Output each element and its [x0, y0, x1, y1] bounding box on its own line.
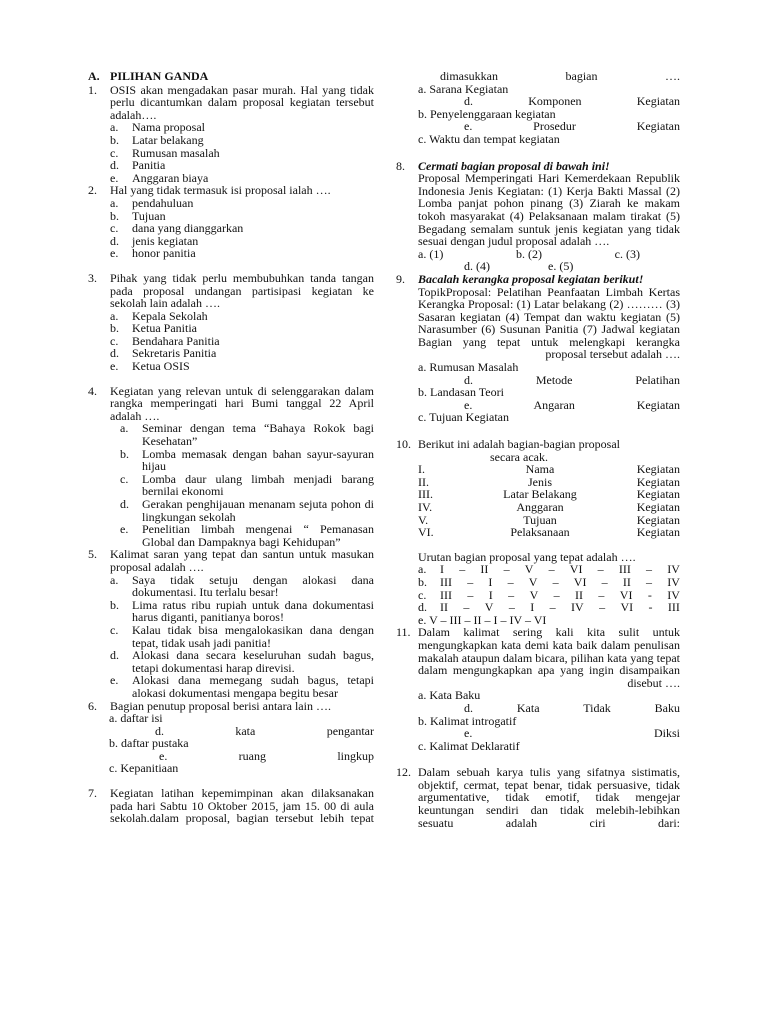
question-7-continued	[418, 70, 680, 146]
option-letter: c.	[110, 221, 119, 236]
sequence-token: –	[549, 600, 556, 615]
option-letter: d.	[418, 600, 427, 615]
option-b[interactable]	[88, 599, 374, 624]
option-text: Angaran	[533, 397, 575, 412]
option-sequence	[440, 563, 680, 576]
sequence-token: III	[618, 562, 631, 577]
option-letter: d.	[110, 233, 119, 248]
option-text: honor panitia	[132, 246, 196, 261]
item-number: VI.	[418, 525, 434, 540]
option-text: ruang	[238, 748, 266, 763]
option-letter: c.	[418, 587, 427, 602]
option-letter: b.	[110, 321, 119, 336]
option-a[interactable]: a. (1)	[418, 246, 444, 261]
option-text: Kegiatan	[636, 119, 680, 134]
sequence-token: IV	[667, 574, 680, 589]
sequence-token: –	[467, 574, 474, 589]
question-10	[396, 437, 680, 627]
question-text-part: dimasukkan	[440, 69, 498, 83]
sequence-token: V	[528, 574, 538, 589]
sequence-token: IV	[571, 600, 584, 615]
item-number: II.	[418, 474, 429, 489]
left-column	[88, 70, 374, 825]
question-9	[396, 271, 680, 425]
item-name: Nama	[525, 462, 555, 477]
option-c[interactable]	[418, 589, 680, 602]
option-b[interactable]	[88, 322, 374, 335]
option-text: Lima ratus ribu rupiah untuk dana dokumentasi harus diganti, panitianya boros!	[132, 597, 374, 625]
question-text: Berikut ini adalah bagian-bagian proposal secara acak.	[418, 437, 620, 464]
sequence-token: –	[552, 574, 559, 589]
sequence-token: V	[529, 587, 539, 602]
option-text: Saya tidak setuju dengan alokasi dana dokumentasi. Itu terlalu besar!	[132, 572, 374, 600]
sequence-token: I	[530, 600, 535, 615]
option-text: Prosedur	[533, 119, 576, 134]
option-sequence	[440, 576, 680, 589]
option-b[interactable]	[88, 134, 374, 147]
option-c[interactable]	[88, 624, 374, 649]
option-letter: d.	[110, 346, 119, 361]
sequence-token: –	[599, 600, 606, 615]
sequence-token: II	[575, 587, 584, 602]
option-a[interactable]	[88, 121, 374, 134]
option-text: Panitia	[132, 158, 166, 173]
sequence-token: III	[440, 574, 452, 589]
question-number: 4.	[88, 383, 97, 398]
question-6	[88, 700, 374, 776]
question-text: Urutan bagian proposal yang tepat adalah ….	[418, 549, 636, 564]
option-text: Rumusan masalah	[132, 145, 220, 160]
question-number: 3.	[88, 270, 97, 285]
option-letter: c.	[110, 145, 119, 160]
option-a[interactable]	[88, 574, 374, 599]
option-letter: b.	[110, 597, 119, 612]
option-letter: c.	[120, 471, 129, 486]
option-d[interactable]	[88, 649, 374, 674]
option-text: Kepala Sekolah	[132, 308, 208, 323]
question-number: 8.	[396, 158, 405, 173]
option-letter: d.	[464, 372, 473, 387]
option-d[interactable]	[418, 95, 680, 108]
option-text: Tujuan	[132, 208, 166, 223]
option-text: Penelitian limbah mengenai “ Pemanasan Global dan Dampaknya bagi Kehidupan”	[142, 522, 374, 549]
option-letter: d.	[155, 723, 164, 738]
item-name: Jenis	[528, 474, 552, 489]
sequence-token: VI	[620, 600, 634, 615]
option-text: Gerakan penghijauan menanam sejuta pohon di lingkungan sekolah	[142, 497, 374, 524]
question-2	[88, 184, 374, 260]
option-text: Ketua Panitia	[132, 321, 197, 336]
option-a[interactable]: a. daftar isi	[109, 711, 163, 726]
option-letter: d.	[120, 497, 129, 511]
option-letter: b.	[120, 446, 129, 461]
option-letter: a.	[418, 562, 427, 577]
sequence-token: –	[646, 562, 653, 577]
question-text: Pihak yang tidak perlu membubuhkan tanda tangan pada proposal undangan partisipasi kegiatan ke sekolah lain adalah ….	[110, 270, 374, 311]
option-text: dana yang dianggarkan	[132, 221, 244, 236]
question-number: 2.	[88, 183, 97, 198]
option-letter: e.	[464, 726, 473, 741]
item-suffix: Kegiatan	[636, 512, 680, 527]
option-e[interactable]: e. V – III – II – I – IV – VI	[418, 612, 547, 627]
option-a[interactable]: a. Sarana Kegiatan	[418, 81, 509, 96]
sequence-token: -	[647, 587, 652, 602]
option-text: kata	[235, 723, 256, 738]
option-e[interactable]	[88, 523, 374, 548]
item-number: III.	[418, 487, 433, 502]
item-name: Anggaran	[516, 500, 564, 514]
sequence-token: III	[667, 600, 680, 615]
option-letter: d.	[464, 700, 473, 715]
option-text: Metode	[535, 372, 573, 387]
list-item	[418, 501, 680, 514]
option-a[interactable]: a. Rumusan Masalah	[418, 360, 519, 375]
sequence-token: V	[484, 600, 494, 615]
item-suffix: Kegiatan	[636, 500, 680, 514]
question-number: 12.	[396, 765, 411, 780]
option-sequence	[440, 601, 680, 614]
sequence-token: IV	[667, 562, 680, 577]
option-d[interactable]	[88, 159, 374, 172]
option-e[interactable]: e. (5)	[548, 259, 574, 274]
right-column	[396, 69, 681, 830]
option-letter: a.	[110, 308, 119, 323]
sequence-token: –	[508, 587, 515, 602]
item-name: Tujuan	[523, 512, 557, 527]
question-text: Bagian penutup proposal berisi antara lain ….	[110, 698, 331, 713]
option-letter: e.	[159, 748, 168, 763]
option-text: pengantar	[326, 723, 374, 738]
option-a[interactable]: a. Kata Baku	[418, 688, 481, 703]
question-number: 6.	[88, 698, 97, 713]
option-text: Ketua OSIS	[132, 359, 190, 374]
question-text: Dalam sebuah karya tulis yang sifatnya sistimatis, objektif, cermat, tepat benar, tidak persuasive, tidak argumentative, tidak emotif, tidak mengejar keuntungan sendiri dan tidak melebih-lebihkan sesuatu adalah ciri dari:	[418, 765, 680, 830]
item-suffix: Kegiatan	[636, 462, 680, 477]
item-name: Latar Belakang	[503, 487, 577, 502]
option-letter: a.	[120, 421, 129, 436]
sequence-token: –	[597, 562, 604, 577]
section-letter: A.	[88, 69, 100, 83]
option-text: Lomba daur ulang limbah menjadi barang bernilai ekonomi	[142, 471, 374, 499]
question-text: Hal yang tidak termasuk isi proposal ialah ….	[110, 183, 331, 198]
option-letter: e.	[120, 522, 129, 537]
option-e[interactable]	[88, 360, 374, 373]
option-text: Kegiatan	[636, 397, 680, 412]
option-text: Pelatihan	[635, 372, 680, 387]
question-number: 5.	[88, 547, 97, 562]
sequence-token: -	[648, 600, 653, 615]
option-letter: b.	[110, 208, 119, 223]
sequence-token: VI	[569, 562, 583, 577]
sequence-token: I	[488, 574, 493, 589]
option-letter: e.	[464, 397, 473, 412]
sequence-token: III	[440, 587, 452, 602]
option-letter: b.	[418, 574, 427, 589]
question-12	[396, 765, 680, 830]
sequence-token: –	[548, 562, 555, 577]
sequence-token: –	[507, 574, 514, 589]
question-text: Kegiatan latihan kepemimpinan akan dilaksanakan pada hari Sabtu 10 Oktober 2015, jam 15. 00 di aula sekolah.dalam proposal, bagian tersebut lebih tepat	[110, 786, 374, 826]
sequence-token: IV	[667, 587, 680, 602]
option-text: Alokasi dana memegang sudah bagus, tetapi alokasi dokumentasi mengapa begitu besar	[132, 673, 374, 700]
question-text: TopikProposal: Pelatihan Peanfaatan Limbah Kertas Kerangka Proposal: (1) Latar belakang (2) ……… (3) Sasaran kegiatan (4) Tempat dan waktu kegiatan (5) Narasumber (6) Susunan Panitia (7) Jadwal kegiatan Bagian yang tepat untuk melengkapi kerangka proposal tersebut adalah ….	[418, 284, 680, 362]
option-b[interactable]: b. Landasan Teori	[418, 385, 504, 400]
sequence-token: –	[503, 562, 510, 577]
question-text: Proposal Memperingati Hari Kemerdekaan Republik Indonesia Jenis Kegiatan: (1) Kerja Bakti Massal (2) Lomba panjat pohon pinang (3) Ziarah ke makam tokoh masyarakat (4) Pelaksanaan malam tirakat (5) Begadang semalam suntuk jenis kegiatan yang tidak sesuai dengan judul proposal adalah ….	[418, 171, 680, 249]
question-3	[88, 272, 374, 373]
question-4	[88, 385, 374, 549]
sequence-token: II	[480, 562, 489, 577]
option-letter: d.	[110, 648, 119, 663]
option-letter: e.	[110, 673, 119, 688]
option-letter: e.	[110, 246, 119, 261]
option-d[interactable]	[88, 498, 374, 523]
question-text: Kalimat saran yang tepat dan santun untuk masukan proposal adalah ….	[110, 547, 374, 574]
options-list	[418, 563, 680, 613]
item-name: Pelaksanaan	[510, 525, 570, 540]
question-7	[88, 787, 374, 825]
option-letter: c.	[110, 333, 119, 348]
sequence-token: –	[646, 574, 653, 589]
option-text: Diksi	[653, 726, 680, 741]
option-e[interactable]	[88, 674, 374, 699]
option-a[interactable]	[88, 422, 374, 447]
question-text	[418, 70, 680, 83]
option-c[interactable]: c. Kepanitiaan	[109, 761, 179, 776]
section-heading	[88, 70, 374, 83]
sequence-token: I	[488, 587, 493, 602]
option-text: Kalau tidak bisa mengalokasikan dana dengan tepat, tidak usah jadi panitia!	[132, 622, 374, 650]
sequence-token: I	[440, 562, 444, 577]
question-text-part: ….	[665, 69, 680, 83]
item-suffix: Kegiatan	[636, 474, 680, 489]
option-text: Kegiatan	[636, 94, 681, 109]
list-item	[418, 526, 680, 539]
option-text: Seminar dengan tema “Bahaya Rokok bagi Kesehatan”	[142, 421, 374, 449]
option-text: Tidak	[583, 700, 611, 715]
option-c[interactable]: c. Kalimat Deklaratif	[418, 738, 520, 753]
sequence-token: –	[459, 562, 466, 577]
sequence-token: –	[467, 587, 474, 602]
list-item	[418, 463, 680, 476]
sequence-token: II	[622, 574, 631, 589]
option-d[interactable]	[418, 702, 680, 715]
sequence-token: –	[508, 600, 515, 615]
sequence-token: –	[463, 600, 470, 615]
option-e[interactable]	[88, 247, 374, 260]
option-letter: a.	[110, 120, 119, 135]
question-title: Bacalah kerangka proposal kegiatan berikut!	[418, 271, 644, 286]
question-title: Cermati bagian proposal di bawah ini!	[418, 158, 610, 173]
option-letter: b.	[110, 132, 119, 147]
option-letter: d.	[110, 158, 119, 173]
item-suffix: Kegiatan	[636, 525, 680, 540]
option-d[interactable]	[88, 347, 374, 360]
option-b[interactable]: b. daftar pustaka	[109, 736, 189, 751]
option-b[interactable]: b. (2)	[516, 246, 542, 261]
option-letter: e.	[464, 119, 473, 134]
question-number: 11.	[396, 625, 411, 640]
option-c[interactable]	[88, 473, 374, 498]
option-d[interactable]	[418, 601, 680, 614]
question-number: 10.	[396, 437, 411, 452]
option-text: Komponen	[528, 94, 582, 109]
section-title: PILIHAN GANDA	[110, 69, 209, 83]
option-c[interactable]: c. Tujuan Kegiatan	[418, 410, 509, 425]
question-text: Kegiatan yang relevan untuk di selenggarakan dalam rangka memperingati hari Bumi tanggal 22 April adalah ….	[110, 383, 374, 423]
question-5	[88, 548, 374, 699]
option-a[interactable]	[418, 563, 680, 576]
option-c[interactable]: c. Waktu dan tempat kegiatan	[418, 131, 560, 146]
question-text-part: bagian	[565, 69, 598, 83]
option-d[interactable]	[88, 235, 374, 248]
option-letter: e.	[110, 170, 119, 185]
option-text: Anggaran biaya	[132, 170, 209, 185]
option-e[interactable]	[418, 727, 680, 740]
option-text: Kata	[516, 700, 540, 715]
option-b[interactable]: b. Penyelenggaraan kegiatan	[418, 106, 556, 121]
option-text: Nama proposal	[132, 120, 205, 135]
option-letter: a.	[110, 572, 119, 587]
question-text: OSIS akan mengadakan pasar murah. Hal yang tidak perlu dicantumkan dalam proposal kegiatan tersebut adalah….	[110, 82, 374, 122]
option-d[interactable]: d. (4)	[464, 259, 490, 274]
sequence-token: V	[524, 562, 534, 577]
item-number: IV.	[418, 500, 433, 514]
item-number: I.	[418, 462, 425, 477]
sequence-token: –	[553, 587, 560, 602]
item-number: V.	[418, 512, 429, 527]
question-number: 1.	[88, 82, 97, 97]
sequence-token: VI	[573, 574, 587, 589]
option-c[interactable]	[88, 147, 374, 160]
option-letter: d.	[464, 94, 473, 109]
option-c[interactable]	[88, 335, 374, 348]
option-text: Lomba memasak dengan bahan sayur-sayuran hijau	[142, 446, 374, 474]
option-c[interactable]	[88, 222, 374, 235]
option-text: lingkup	[337, 748, 375, 763]
option-sequence	[440, 589, 680, 602]
question-number: 9.	[396, 271, 405, 286]
option-letter: c.	[110, 622, 119, 637]
sequence-token: –	[598, 587, 605, 602]
option-letter: e.	[110, 359, 119, 374]
option-text: Baku	[654, 700, 680, 715]
option-text: pendahuluan	[132, 195, 194, 210]
sequence-token: VI	[619, 587, 633, 602]
option-text: jenis kegiatan	[132, 233, 199, 248]
sequence-token: –	[601, 574, 608, 589]
option-text: Alokasi dana secara keseluruhan sudah bagus, tetapi dokumentasi harap direvisi.	[132, 648, 374, 675]
item-suffix: Kegiatan	[636, 487, 680, 502]
question-8	[396, 158, 680, 274]
option-b[interactable]	[418, 576, 680, 589]
option-b[interactable]: b. Kalimat introgatif	[418, 713, 517, 728]
option-c[interactable]: c. (3)	[614, 246, 640, 261]
option-b[interactable]	[88, 448, 374, 473]
option-text: Sekretaris Panitia	[132, 346, 217, 361]
option-text: Latar belakang	[132, 132, 204, 147]
option-a[interactable]	[88, 310, 374, 323]
option-a[interactable]	[88, 197, 374, 210]
question-text: Dalam kalimat sering kali kita sulit untuk mengungkapkan kata demi kata baik dalam penulisan makalah ataupun dalam bicara, pilihan kata yang tepat dalam mengungkapkan apa yang ingin disampaikan disebut ….	[418, 625, 680, 690]
question-11	[396, 625, 680, 753]
question-1	[88, 84, 374, 185]
option-text: Bendahara Panitia	[132, 333, 220, 348]
option-letter: a.	[110, 195, 119, 210]
question-number: 7.	[88, 786, 97, 801]
sequence-token: II	[440, 600, 448, 615]
